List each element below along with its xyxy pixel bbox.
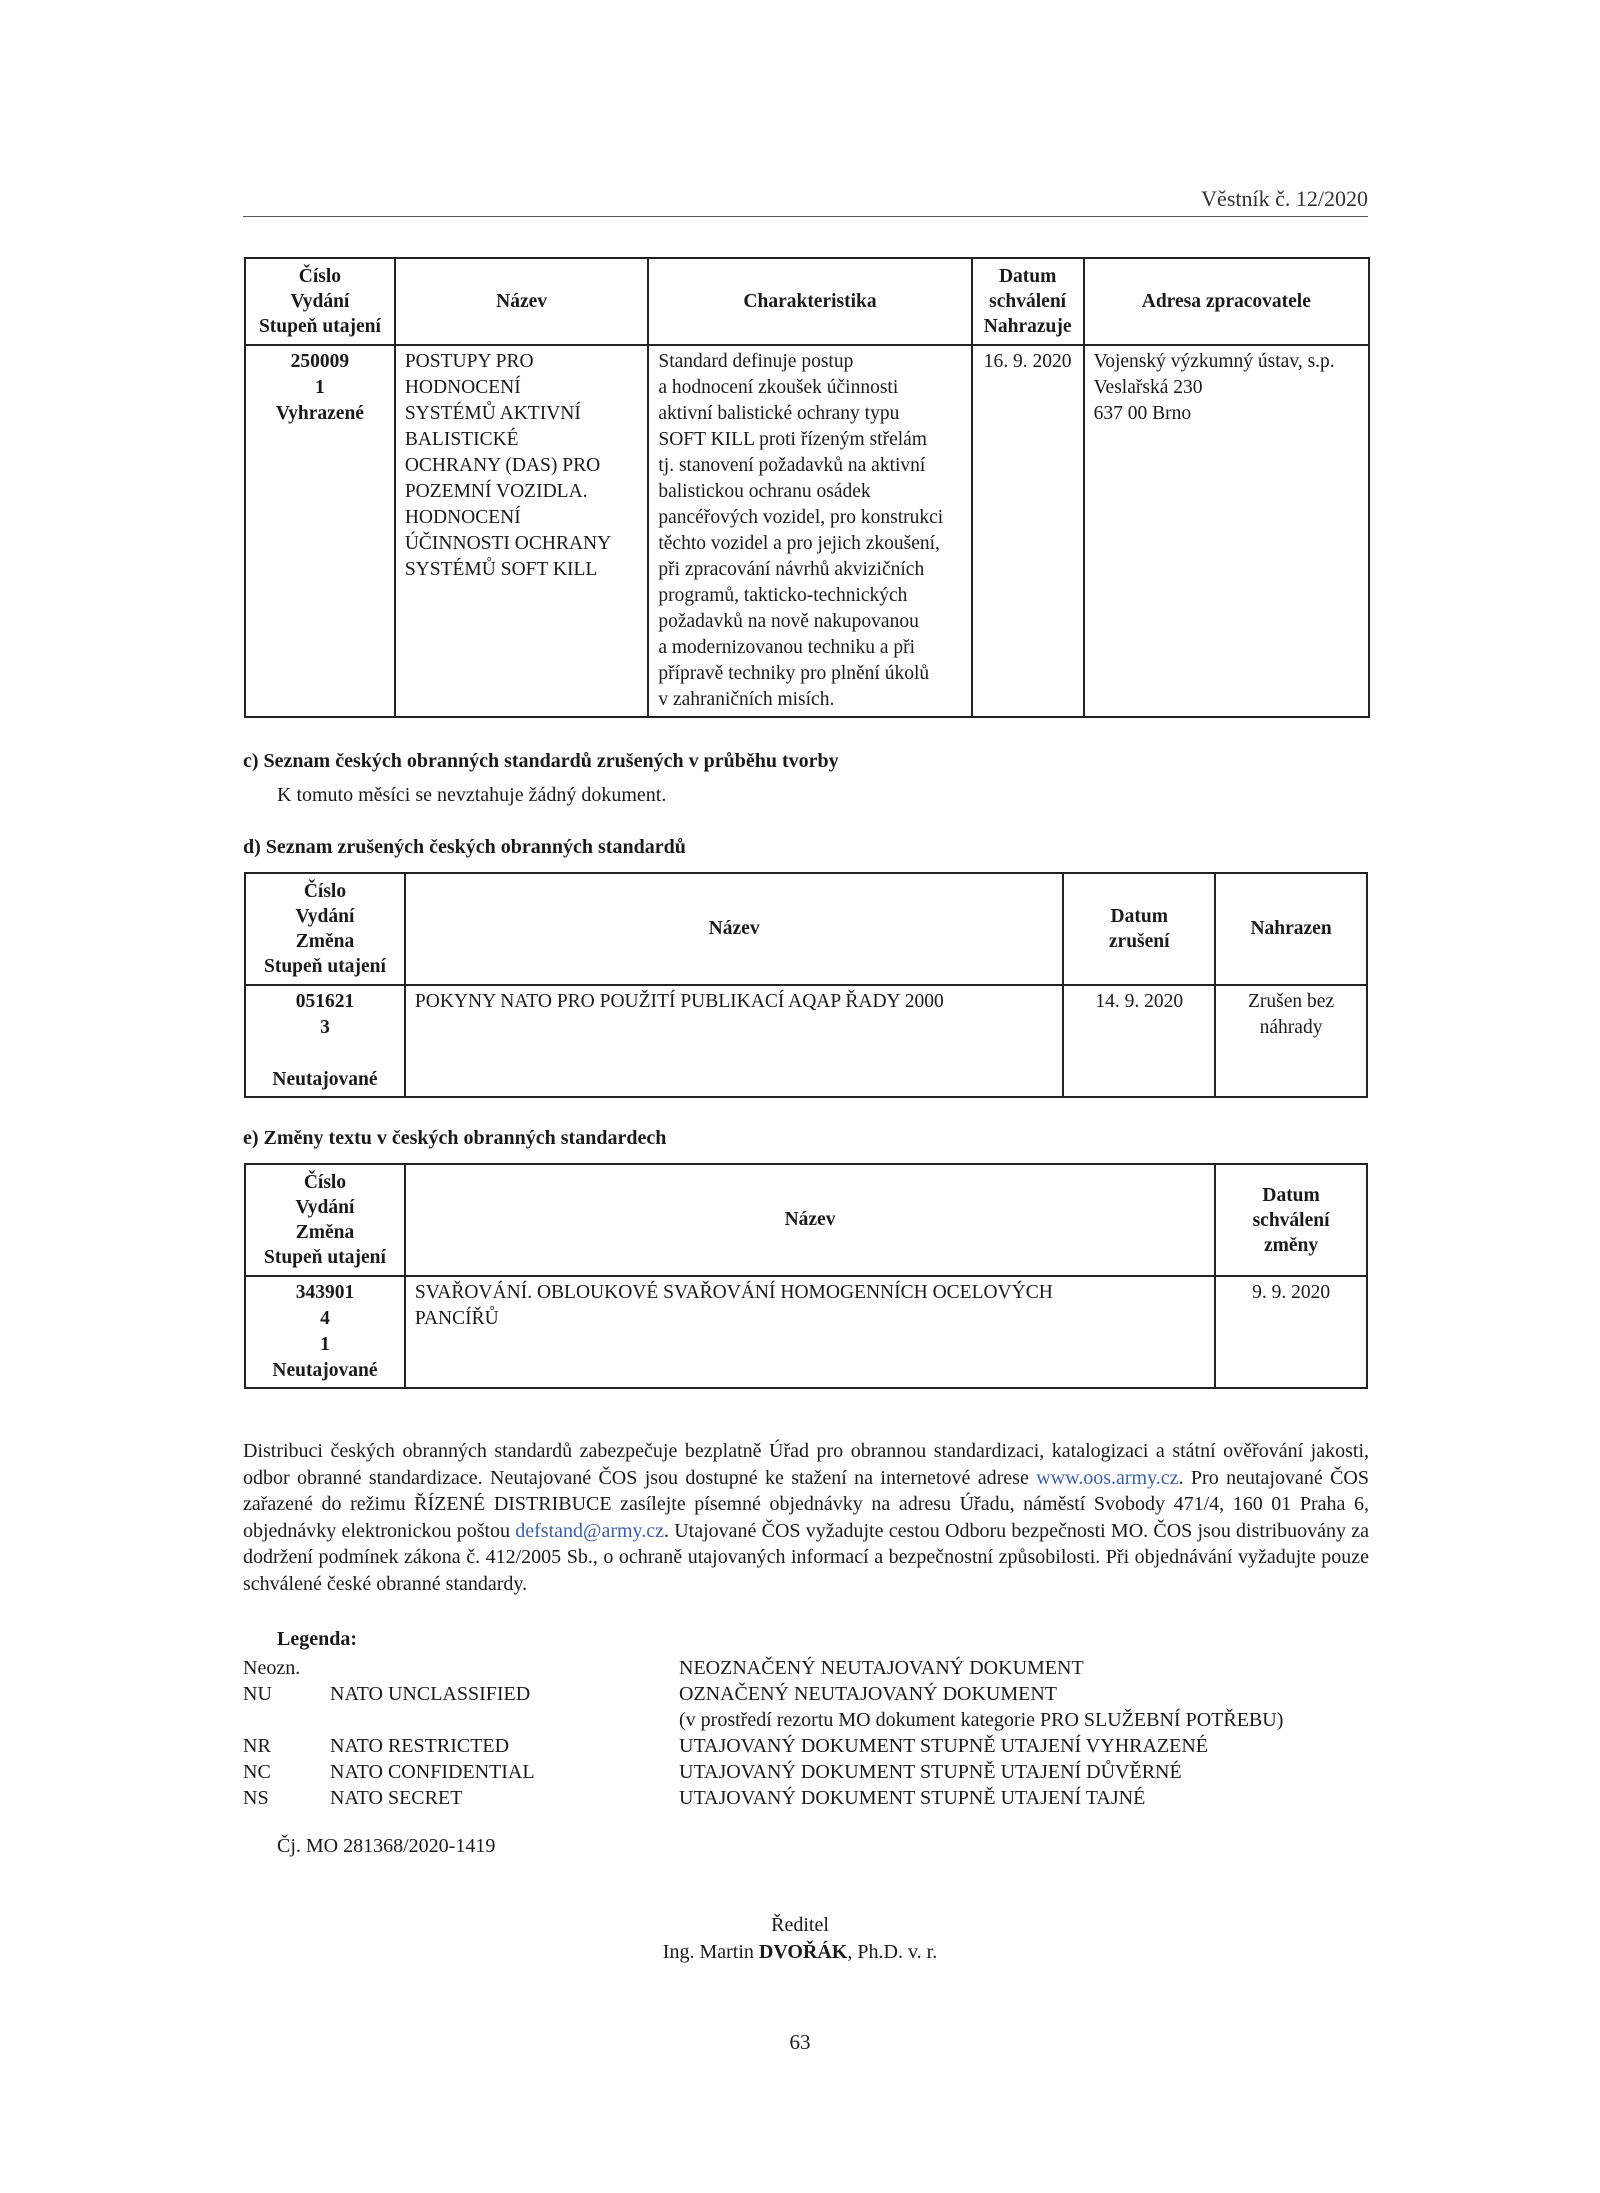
legend-title: Legenda: [277,1628,357,1650]
legend-row: Neozn. NEOZNAČENÝ NEUTAJOVANÝ DOKUMENT [243,1657,1084,1679]
cell-cislo: 250009 1 Vyhrazené [245,345,395,717]
legend-row: (v prostředí rezortu MO dokument kategorie PRO SLUŽEBNÍ POTŘEBU) [679,1709,1284,1731]
legend-row: NC NATO CONFIDENTIAL UTAJOVANÝ DOKUMENT STUPNĚ UTAJENÍ DŮVĚRNÉ [243,1761,1182,1783]
table-row [245,345,1369,717]
header-nahrazen: Nahrazen [1215,873,1367,985]
table-row [245,1276,1367,1388]
text-changes-table [244,1163,1368,1389]
cell-datum: 9. 9. 2020 [1215,1276,1367,1388]
header-cislo: Číslo Vydání Změna Stupeň utajení [245,873,405,985]
cell-datum: 16. 9. 2020 [972,345,1084,717]
cell-nazev: POSTUPY PRO HODNOCENÍ SYSTÉMŮ AKTIVNÍ BALISTICKÉ OCHRANY (DAS) PRO POZEMNÍ VOZIDLA. HODNOCENÍ ÚČINNOSTI OCHRANY SYSTÉMŮ SOFT KILL [395,345,649,717]
header-datum: Datum schválení Nahrazuje [972,258,1084,345]
header-datum: Datum schválení změny [1215,1164,1367,1276]
cell-nahrazen: Zrušen bez náhrady [1215,985,1367,1097]
table-header-row [245,258,1369,345]
legend-row: NS NATO SECRET UTAJOVANÝ DOKUMENT STUPNĚ UTAJENÍ TAJNÉ [243,1787,1146,1809]
cell-nazev: POKYNY NATO PRO POUŽITÍ PUBLIKACÍ AQAP ŘADY 2000 [405,985,1063,1097]
page-number: 63 [789,2030,811,2054]
header-adresa: Adresa zpracovatele [1084,258,1369,345]
header-cislo: Číslo Vydání Stupeň utajení [245,258,395,345]
header-charakteristika: Charakteristika [648,258,971,345]
oos-website-link[interactable]: www.oos.army.cz [1036,1466,1179,1489]
signature-name: Ing. Martin DVOŘÁK, Ph.D. v. r. [662,1941,938,1963]
header-nazev: Název [395,258,649,345]
header-cislo: Číslo Vydání Změna Stupeň utajení [245,1164,405,1276]
cell-adresa: Vojenský výzkumný ústav, s.p. Veslařská 230 637 00 Brno [1084,345,1369,717]
header-datum: Datum zrušení [1063,873,1215,985]
signature-role: Ředitel [771,1914,829,1936]
header-nazev: Název [405,873,1063,985]
section-c-text: K tomuto měsíci se nevztahuje žádný dokument. [277,784,667,806]
legend-list [243,1655,1373,1811]
section-d-heading: d) Seznam zrušených českých obranných standardů [243,836,686,858]
header-divider [243,216,1368,217]
table-header-row [245,1164,1367,1276]
cell-datum: 14. 9. 2020 [1063,985,1215,1097]
table-header-row [245,873,1367,985]
section-e-heading: e) Změny textu v českých obranných standardech [243,1127,667,1149]
cell-nazev: SVAŘOVÁNÍ. OBLOUKOVÉ SVAŘOVÁNÍ HOMOGENNÍCH OCELOVÝCH PANCÍŘŮ [405,1276,1215,1388]
cell-charakteristika: Standard definuje postup a hodnocení zkoušek účinnosti aktivní balistické ochrany typu SOFT KILL proti řízeným střelám tj. stanovení požadavků na aktivní balistickou ochranu osádek pancéřových vozidel, pro konstrukci těchto vozidel a pro jejich zkoušení, při zpracování návrhů akvizičních programů, takticko-technických požadavků na nově nakupovanou a modernizovanou techniku a při přípravě techniky pro plnění úkolů v zahraničních misích. [648,345,971,717]
cell-cislo: 343901 4 1 Neutajované [245,1276,405,1388]
reference-number: Čj. MO 281368/2020-1419 [277,1835,496,1857]
bulletin-title: Věstník č. 12/2020 [1201,186,1368,211]
header-nazev: Název [405,1164,1215,1276]
distribution-paragraph: Distribuci českých obranných standardů zabezpečuje bezplatně Úřad pro obrannou standardizaci, katalogizaci a státní ověřování jakosti, odbor obranné standardizace. Neutajované ČOS jsou dostupné ke stažení na internetové adrese www.oos.army.cz. Pro neutajované ČOS zařazené do režimu ŘÍZENÉ DISTRIBUCE zasílejte písemné objednávky na adresu Úřadu, náměstí Svobody 471/4, 160 01 Praha 6, objednávky elektronickou poštou defstand@army.cz. Utajované ČOS vyžadujte cestou Odboru bezpečnosti MO. ČOS jsou distribuovány za dodržení podmínek zákona č. 412/2005 Sb., o ochraně utajovaných informací a bezpečnostní způsobilosti. Při objednávání vyžadujte pouze schválené české obranné standardy. [243,1440,1370,1595]
table-row [245,985,1367,1097]
defstand-email-link[interactable]: defstand@army.cz [515,1519,664,1542]
cell-cislo: 051621 3 Neutajované [245,985,405,1097]
cancelled-standards-table [244,872,1368,1098]
standards-approved-table [244,257,1370,718]
legend-row: NU NATO UNCLASSIFIED OZNAČENÝ NEUTAJOVANÝ DOKUMENT [243,1683,1058,1705]
legend-row: NR NATO RESTRICTED UTAJOVANÝ DOKUMENT STUPNĚ UTAJENÍ VYHRAZENÉ [243,1735,1209,1757]
section-c-heading: c) Seznam českých obranných standardů zrušených v průběhu tvorby [243,750,839,772]
